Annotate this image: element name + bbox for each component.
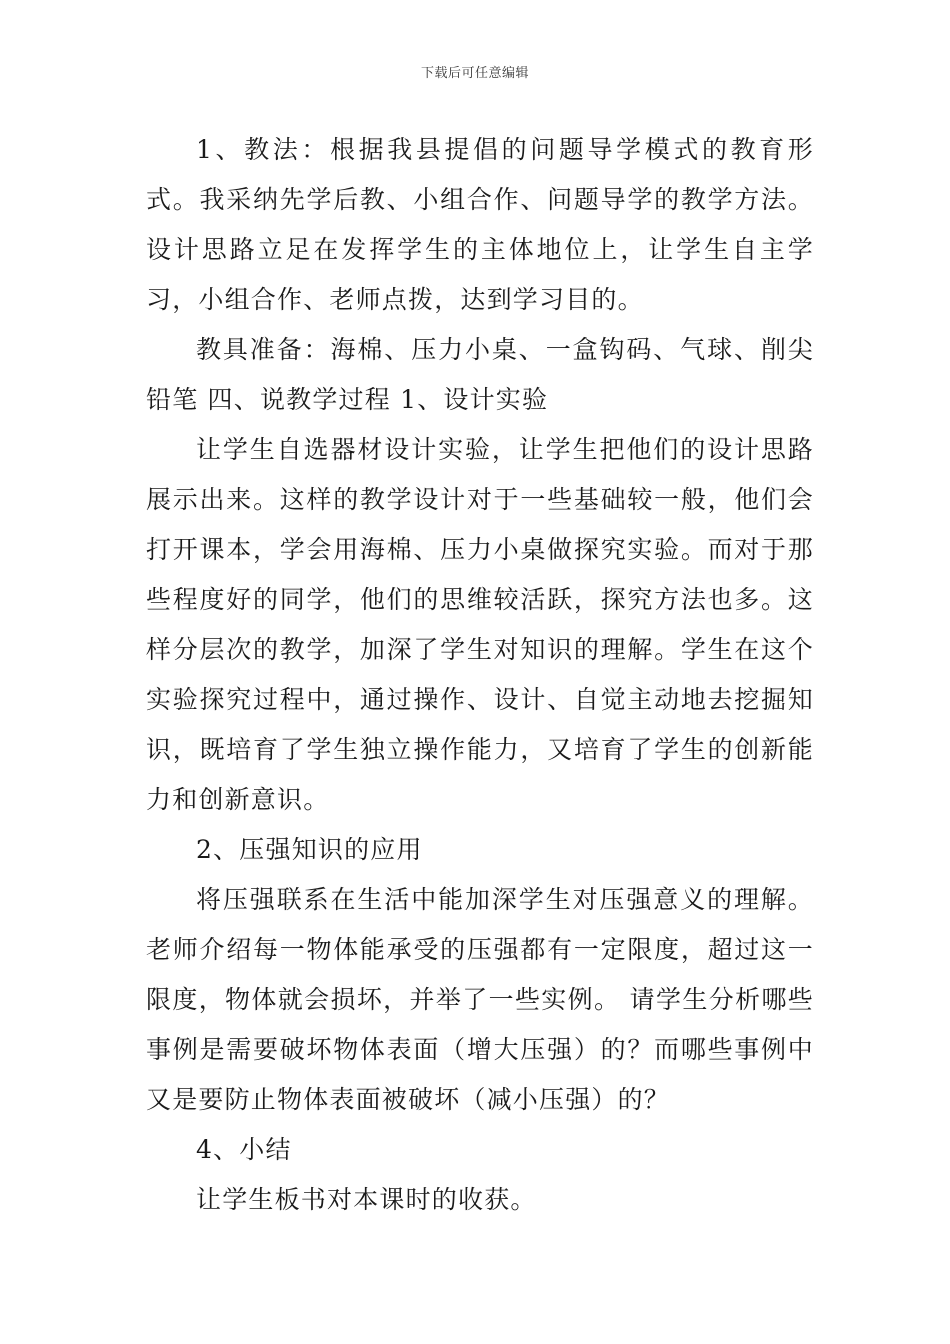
document-body [146, 125, 814, 1225]
paragraph-teaching-method: 1、教法：根据我县提倡的问题导学模式的教育形式。我采纳先学后教、小组合作、问题导学的教学方法。设计思路立足在发挥学生的主体地位上，让学生自主学习，小组合作、老师点拨，达到学习目的。 [146, 135, 814, 314]
page-header: 下载后可任意编辑 [420, 66, 529, 81]
paragraph-teaching-aids: 教具准备：海棉、压力小桌、一盒钩码、气球、削尖铅笔 四、说教学过程 1、设计实验 [146, 335, 814, 414]
heading-summary: 4、小结 [196, 1135, 292, 1164]
heading-pressure-application: 2、压强知识的应用 [196, 835, 423, 864]
paragraph-pressure-application: 将压强联系在生活中能加深学生对压强意义的理解。老师介绍每一物体能承受的压强都有一定限度，超过这一限度，物体就会损坏，并举了一些实例。 请学生分析哪些事例是需要破坏物体表面（增大压强）的？而哪些事例中又是要防止物体表面被破坏（减小压强）的？ [146, 885, 814, 1114]
paragraph-design-experiment: 让学生自选器材设计实验，让学生把他们的设计思路展示出来。这样的教学设计对于一些基础较一般，他们会打开课本，学会用海棉、压力小桌做探究实验。而对于那些程度好的同学，他们的思维较活跃，探究方法也多。这样分层次的教学，加深了学生对知识的理解。学生在这个实验探究过程中，通过操作、设计、自觉主动地去挖掘知识，既培育了学生独立操作能力，又培育了学生的创新能力和创新意识。 [146, 435, 814, 814]
paragraph-summary: 让学生板书对本课时的收获。 [196, 1185, 537, 1214]
